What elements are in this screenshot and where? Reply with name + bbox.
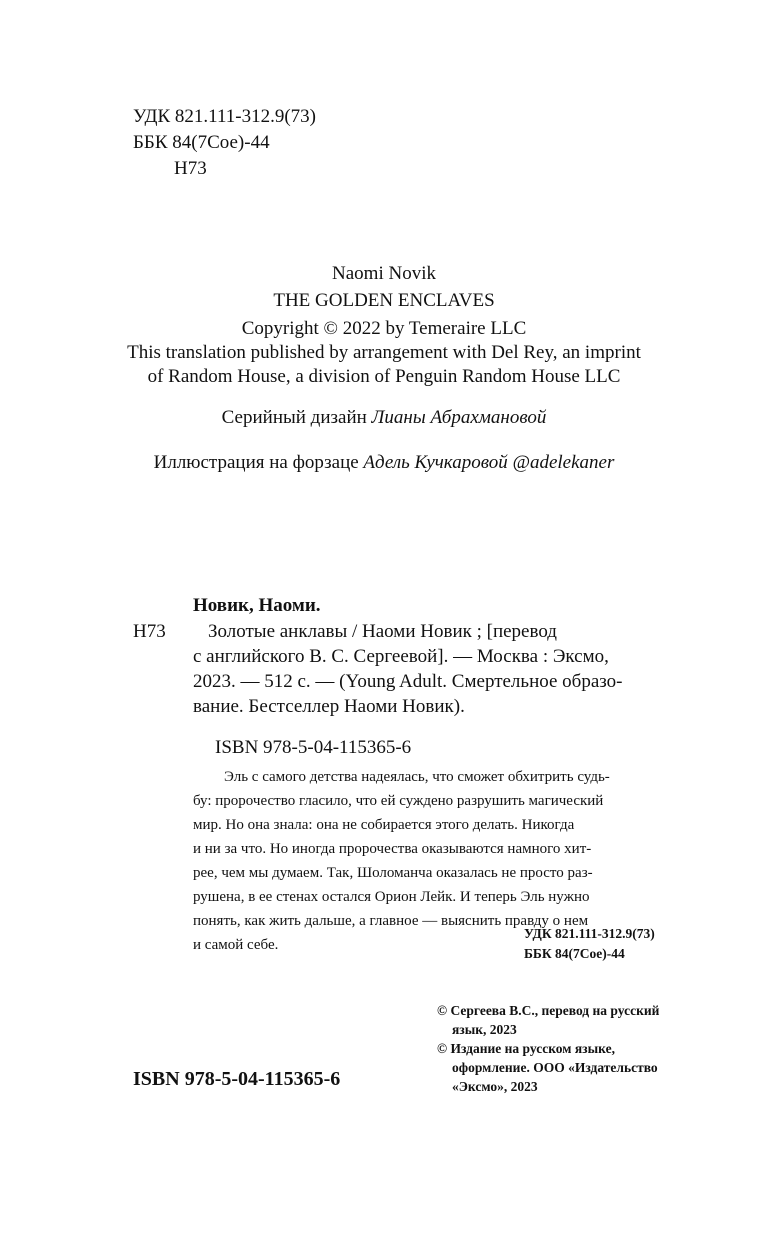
bbk-code: ББК 84(7Сое)-44 (133, 132, 270, 153)
catalog-author-heading: Новик, Наоми. (193, 595, 321, 616)
catalog-line-1: Золотые анклавы / Наоми Новик ; [перевод (208, 621, 557, 642)
annotation-line-4: и ни за что. Но иногда пророчества оказываются намного хит- (193, 841, 592, 857)
udk-code: УДК 821.111-312.9(73) (133, 106, 316, 127)
catalog-mark: Н73 (133, 621, 166, 642)
design-name: Лианы Абрахмановой (371, 407, 547, 428)
catalog-line-2: с английского В. С. Сергеевой]. — Москва : Эксмо, (193, 646, 609, 667)
copyright-edition-line-2: оформление. ООО «Издательство (452, 1060, 658, 1075)
original-author: Naomi Novik (332, 263, 436, 284)
annotation-line-7: понять, как жить дальше, а главное — выяснить правду о нем (193, 913, 589, 929)
footer-udk-code: УДК 821.111-312.9(73) (524, 926, 655, 941)
original-copyright: Copyright © 2022 by Temeraire LLC (241, 318, 527, 339)
annotation-line-3: мир. Но она знала: она не собирается этого делать. Никогда (193, 817, 575, 833)
catalog-isbn: ISBN 978-5-04-115365-6 (215, 737, 412, 758)
annotation-line-5: рее, чем мы думаем. Так, Шоломанча оказалась не просто раз- (193, 865, 593, 881)
catalog-line-4: вание. Бестселлер Наоми Новик). (193, 696, 465, 717)
design-label: Серийный дизайн (221, 407, 367, 428)
author-mark: Н73 (174, 158, 207, 179)
annotation-line-8: и самой себе. (193, 937, 279, 953)
illustration-name: Адель Кучкаровой @adelekaner (363, 452, 615, 473)
copyright-translation-line-2: язык, 2023 (452, 1022, 517, 1037)
annotation-line-2: бу: пророчество гласило, что ей суждено разрушить магический (193, 793, 604, 809)
copyright-translation-line-1: © Сергеева В.С., перевод на русский (437, 1003, 660, 1018)
illustration-label: Иллюстрация на форзаце (153, 452, 359, 473)
copyright-edition-line-1: © Издание на русском языке, (437, 1041, 615, 1056)
annotation-line-6: рушена, в ее стенах остался Орион Лейк. И теперь Эль нужно (193, 889, 590, 905)
design-credit (60, 405, 708, 430)
annotation-line-1: Эль с самого детства надеялась, что сможет обхитрить судь- (224, 769, 610, 785)
original-title: THE GOLDEN ENCLAVES (273, 290, 495, 311)
copyright-edition-line-3: «Эксмо», 2023 (452, 1079, 538, 1094)
catalog-line-3: 2023. — 512 с. — (Young Adult. Смертельное образо- (193, 671, 623, 692)
bottom-isbn: ISBN 978-5-04-115365-6 (133, 1068, 341, 1090)
translation-line-2: of Random House, a division of Penguin Random House LLC (147, 366, 621, 387)
footer-bbk-code: ББК 84(7Сое)-44 (524, 946, 625, 961)
translation-line-1: This translation published by arrangement with Del Rey, an imprint (127, 342, 641, 363)
illustration-credit (60, 450, 708, 475)
